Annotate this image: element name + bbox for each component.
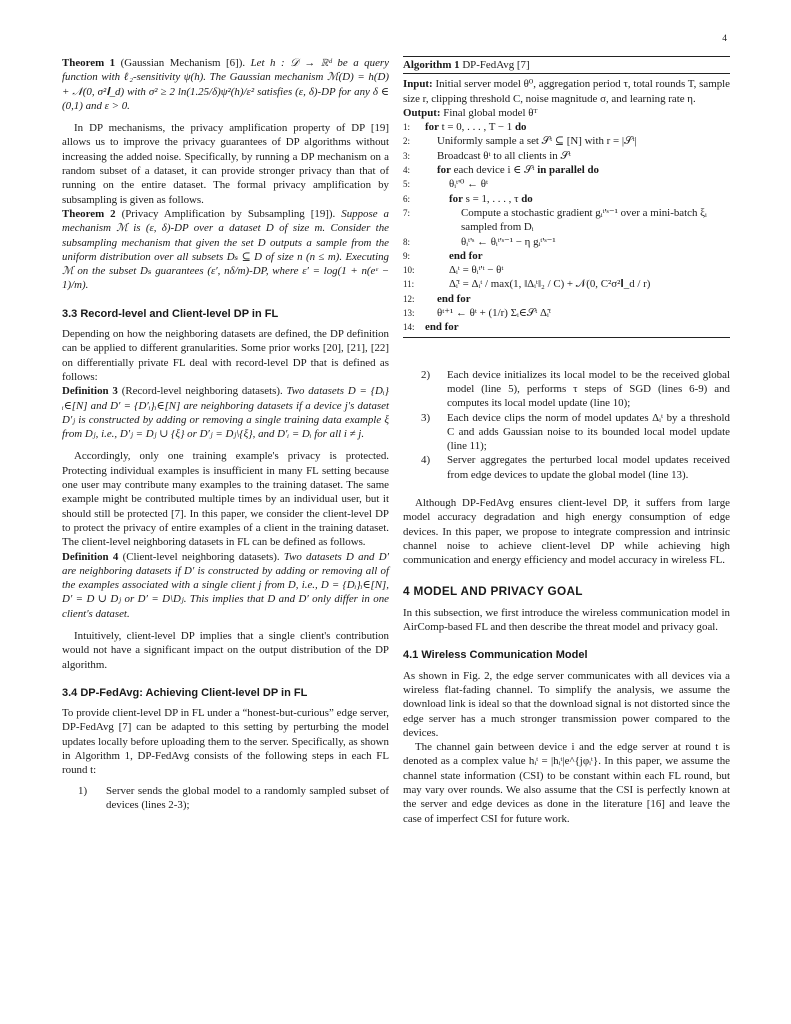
algorithm-line-body — [420, 120, 730, 134]
list-item-number: 4) — [421, 454, 431, 467]
theorem-2 — [62, 207, 389, 293]
paragraph-amplification: In DP mechanisms, the privacy amplification property of DP [19] allows us to improve the privacy guarantees of DP algorithms without increasing the added noise. Specifically, by running a DP mechanism on a random subset of a dataset, it can provide stronger privacy than that of running on the entire dataset. The formal privacy amplification by subsampling is given as follows. — [62, 122, 389, 206]
algorithm-line — [403, 177, 730, 191]
list-item-text: Server sends the global model to a randomly sampled subset of devices (lines 2-3); — [106, 784, 389, 811]
list-item-number: 1) — [78, 784, 88, 797]
algorithm-line-body — [420, 134, 730, 148]
algorithm-line-number: 5: — [403, 179, 411, 190]
algorithm-line-number: 14: — [403, 322, 415, 333]
list-item-text: Server aggregates the perturbed local model updates received from edge devices to update the global model (line 13). — [447, 454, 730, 481]
algorithm-line — [403, 235, 730, 249]
section-4-1-heading: 4.1 Wireless Communication Model — [403, 649, 588, 662]
algorithm-line-text: Broadcast θᵗ to all clients in 𝒮ᵗ — [437, 149, 571, 162]
right-column — [403, 56, 730, 826]
algorithm-line-body — [420, 177, 730, 191]
algorithm-keyword: end for — [449, 249, 483, 262]
definition-3-label: Definition 3 — [62, 385, 118, 398]
algorithm-input — [403, 77, 730, 106]
algorithm-line — [403, 320, 730, 334]
list-item-text: Each device initializes its local model to be the received global model (line 5), performs τ steps of SGD (lines 6-9) and computes its local model update (line 10); — [447, 368, 730, 410]
algorithm-line-body — [420, 163, 730, 177]
algorithm-line-body — [420, 249, 730, 263]
definition-3 — [62, 384, 389, 441]
algorithm-line-body — [420, 206, 730, 235]
theorem-2-title: (Privacy Amplification by Subsampling [19]). — [121, 207, 336, 220]
paragraph-section-4-intro: In this subsection, we first introduce the wireless communication model in AirComp-based FL and then describe the threat model and privacy goal. — [403, 606, 730, 634]
step-list-right — [403, 368, 730, 482]
definition-4 — [62, 550, 389, 621]
algorithm-line-number: 3: — [403, 150, 411, 161]
algorithm-line — [403, 206, 730, 235]
list-item — [403, 411, 730, 454]
section-3-4-heading: 3.4 DP-FedAvg: Achieving Client-level DP in FL — [62, 686, 308, 699]
algorithm-input-label: Input: — [403, 78, 433, 91]
section-4-heading: 4 MODEL AND PRIVACY GOAL — [403, 583, 583, 598]
algorithm-line-text: θᵢᵗ'⁰ ← θᵗ — [449, 178, 489, 191]
algorithm-line — [403, 263, 730, 277]
paragraph-client-level: Accordingly, only one training example's privacy is protected. Protecting individual examples is insufficient in many FL setting because one user may contribute many examples to the training dataset. The same example might be contributed multiple times by an individual user, but it should still be protected [7]. In this paper, we consider the client-level DP to protect the privacy of entire examples of a client in the training dataset. The client-level neighboring datasets in FL can be defined as follows. — [62, 450, 389, 549]
algorithm-line-number: 12: — [403, 293, 415, 304]
algorithm-keyword: do — [521, 192, 533, 205]
algorithm-line-text: θᵢᵗ'ˢ ← θᵢᵗ'ˢ⁻¹ − η gᵢᵗ'ˢ⁻¹ — [461, 235, 556, 248]
algorithm-keyword: end for — [437, 292, 471, 305]
algorithm-line-text: θᵗ⁺¹ ← θᵗ + (1/r) Σᵢ∈𝒮ᵗ Δ̃ᵢᵗ — [437, 307, 551, 320]
algorithm-line-number: 11: — [403, 279, 415, 290]
page-number: 4 — [722, 34, 727, 44]
algorithm-title — [403, 57, 730, 74]
paragraph-dp-fedavg: To provide client-level DP in FL under a “honest-but-curious” edge server, DP-FedAvg [7] can be adapted to this setting by perturbing the model updates locally before uploading them to the server. Specifically, as shown in Algorithm 1, DP-FedAvg consists of the following steps in each FL round t: — [62, 707, 389, 777]
algorithm-lines — [403, 120, 730, 334]
algorithm-name: DP-FedAvg [7] — [462, 59, 530, 71]
algorithm-line-text: Δ̃ᵢᵗ = Δᵢᵗ / max(1, ‖Δᵢᵗ‖₂ / C) + 𝒩(0, C²σ²𝐈_d / r) — [449, 278, 651, 291]
algorithm-line-body — [420, 235, 730, 249]
algorithm-line-number: 6: — [403, 193, 411, 204]
theorem-2-body: Suppose a mechanism ℳ is (ε, δ)-DP over a dataset D of size m. Consider the subsampling mechanism that given the set D outputs a sample from the uniform distribution over all subsets Dₛ ⊆ D of size n (n ≤ m). Executing ℳ on the subset Dₛ guarantees (ε′, nδ/m)-DP, where ε′ = log(1 + n(eᵋ − 1)/m). — [62, 207, 389, 292]
algorithm-line-body — [420, 292, 730, 306]
algorithm-input-text: Initial server model θ⁰, aggregation period τ, total rounds T, sample size r, clipping threshold C, noise magnitude σ, and learning rate η. — [403, 78, 730, 105]
theorem-1-label: Theorem 1 — [62, 57, 116, 69]
definition-3-body: Two datasets D = {Dᵢ}ᵢ∈[N] and D′ = {D′ᵢ}ᵢ∈[N] are neighboring datasets if a device j's dataset D′ⱼ is constructed by adding or removing a single training data example ξ from Dⱼ, i.e., D′ⱼ = Dⱼ ∪ {ξ} or D′ⱼ = Dⱼ\{ξ}, and D′ᵢ = Dᵢ for all i ≠ j. — [62, 385, 389, 441]
algorithm-line-body — [420, 277, 730, 291]
algorithm-line — [403, 120, 730, 134]
algorithm-line — [403, 277, 730, 291]
paragraph-intuition: Intuitively, client-level DP implies that a single client's contribution would not have a significant impact on the output distribution of the DP algorithm. — [62, 629, 389, 671]
algorithm-keyword: for — [425, 121, 439, 134]
algorithm-line-number: 1: — [403, 122, 411, 133]
definition-4-title: (Client-level neighboring datasets). — [122, 550, 280, 563]
list-item-number: 3) — [421, 411, 431, 424]
list-item-text: Each device clips the norm of model updates Δᵢᵗ by a threshold C and adds Gaussian noise to its bounded local model update (line 11); — [447, 411, 730, 453]
algorithm-line — [403, 249, 730, 263]
theorem-1-title: (Gaussian Mechanism [6]). — [120, 57, 246, 69]
list-item — [403, 368, 730, 411]
algorithm-1 — [403, 56, 730, 338]
algorithm-keyword: end for — [425, 321, 459, 334]
algorithm-keyword: for — [449, 192, 463, 205]
algorithm-line-number: 4: — [403, 165, 411, 176]
section-3-3-heading: 3.3 Record-level and Client-level DP in FL — [62, 307, 279, 320]
algorithm-output — [403, 106, 730, 120]
step-list-left — [62, 784, 389, 813]
list-item — [62, 784, 389, 813]
algorithm-line-number: 2: — [403, 136, 411, 147]
algorithm-line — [403, 163, 730, 177]
algorithm-keyword: for — [437, 164, 451, 177]
theorem-2-label: Theorem 2 — [62, 207, 116, 220]
algorithm-line-number: 10: — [403, 265, 415, 276]
algorithm-keyword: do — [514, 121, 527, 134]
algorithm-line — [403, 192, 730, 206]
algorithm-output-label: Output: — [403, 106, 441, 119]
paragraph-channel-gain: The channel gain between device i and the edge server at round t is denoted as a complex value hᵢᵗ = |hᵢᵗ|e^{jφᵢᵗ}. In this paper, we assume the channel state information (CSI) to be constant within each FL round, but may vary over rounds. We also assume that the CSI is perfectly known at the server and edge devices as done in the literature [16] and leave the case of imperfect CSI for future work. — [403, 741, 730, 825]
algorithm-line-number: 8: — [403, 236, 411, 247]
algorithm-line-text: Δᵢᵗ = θᵢᵗ'ᵗ − θᵗ — [449, 264, 504, 277]
left-column — [62, 56, 389, 812]
list-item-number: 2) — [421, 368, 431, 381]
algorithm-line-number: 7: — [403, 207, 411, 218]
algorithm-line-text: t = 0, . . . , T − 1 — [438, 121, 515, 134]
algorithm-line-text: Compute a stochastic gradient gᵢᵗ'ˢ⁻¹ over a mini-batch ξᵢ sampled from Dᵢ — [461, 206, 707, 234]
definition-4-body: Two datasets D and D′ are neighboring datasets if D′ is constructed by adding or removing all of the examples associated with a single client j from D, i.e., D = {Dᵢ}ᵢ∈[N], D′ = D ∪ Dⱼ or D′ = D\Dⱼ. This implies that D and D′ only differ in one client's dataset. — [62, 550, 389, 620]
algorithm-line-body — [420, 263, 730, 277]
algorithm-line-number: 13: — [403, 308, 415, 319]
algorithm-line — [403, 292, 730, 306]
algorithm-keyword: in parallel do — [537, 164, 599, 177]
list-item — [403, 453, 730, 482]
definition-3-title: (Record-level neighboring datasets). — [121, 385, 283, 398]
algorithm-line-body — [420, 306, 730, 320]
algorithm-label: Algorithm 1 — [403, 59, 460, 71]
algorithm-line-body — [420, 149, 730, 163]
theorem-1-body: Let h : 𝒟 → ℝᵈ be a query function with ℓ₂-sensitivity ψ(h). The Gaussian mechanism ℳ(D) = h(D) + 𝒩(0, σ²𝐈_d) with σ² ≥ 2 ln(1.25/δ)ψ²(h)/ε² satisfies (ε, δ)-DP for any δ ∈ (0,1) and ε > 0. — [62, 57, 389, 112]
algorithm-line-body — [420, 320, 730, 334]
paragraph-granularity: Depending on how the neighboring datasets are defined, the DP definition can be applied to different granularities. Some prior works [20], [21], [22] on differentially private FL deal with record-level DP that is defined as follows: — [62, 328, 389, 383]
algorithm-line — [403, 306, 730, 320]
algorithm-output-text: Final global model θᵀ — [443, 106, 538, 119]
algorithm-line-text: s = 1, . . . , τ — [462, 192, 522, 205]
algorithm-line-body — [420, 192, 730, 206]
algorithm-line-text: each device i ∈ 𝒮ᵗ — [450, 164, 538, 177]
algorithm-line-number: 9: — [403, 250, 411, 261]
paragraph-motivation: Although DP-FedAvg ensures client-level DP, it suffers from large model accuracy degradation and high energy consumption of edge devices. In this paper, we propose to integrate compression and intrinsic channel noise to achieve client-level DP while achieving high communication and energy efficiency and model accuracy in wireless FL. — [403, 497, 730, 567]
theorem-1 — [62, 56, 389, 113]
algorithm-line — [403, 134, 730, 148]
algorithm-line — [403, 149, 730, 163]
paragraph-wireless-channel: As shown in Fig. 2, the edge server communicates with all devices via a wireless flat-fading channel. To simplify the analysis, we assume the download link is ideal so that the download signal is not distorted since the edge server has a much stronger transmission power compared to the devices. — [403, 669, 730, 739]
definition-4-label: Definition 4 — [62, 550, 119, 563]
algorithm-line-text: Uniformly sample a set 𝒮ᵗ ⊆ [N] with r = |𝒮ᵗ| — [437, 135, 637, 148]
